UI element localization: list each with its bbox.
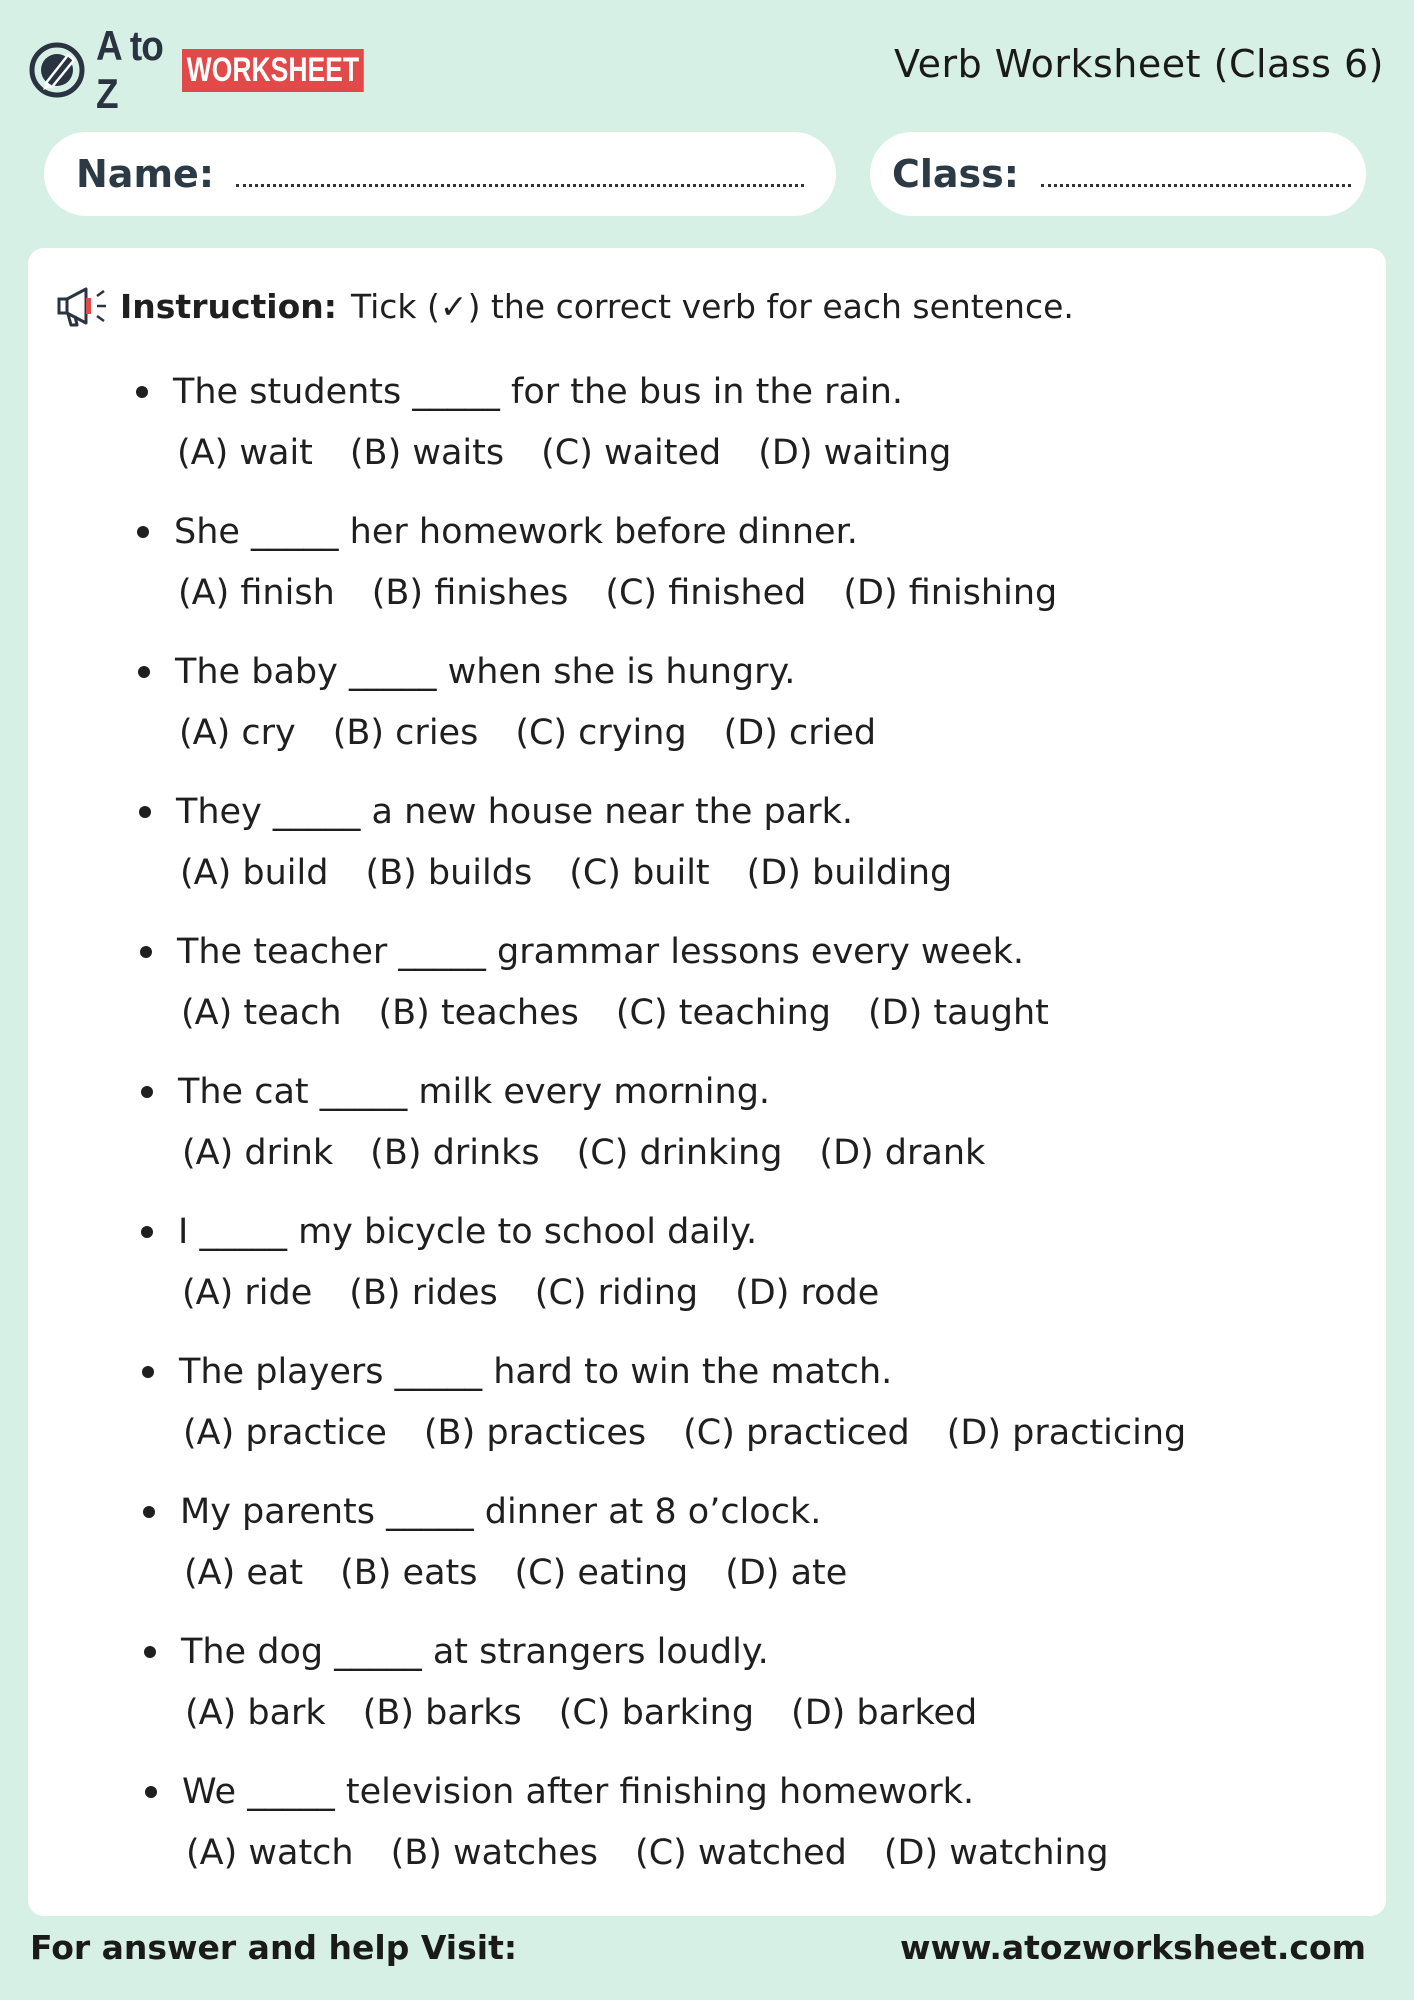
- question-text: She _____ her homework before dinner.: [174, 512, 858, 552]
- answer-option[interactable]: (B) teaches: [378, 993, 579, 1033]
- question-item: [138, 648, 1338, 757]
- instruction-text-pre: Tick (: [350, 286, 440, 326]
- answer-option[interactable]: (C) practiced: [683, 1413, 910, 1453]
- question-sentence: [140, 928, 1340, 976]
- answer-option[interactable]: (B) watches: [390, 1833, 599, 1873]
- question-sentence: [143, 1488, 1343, 1536]
- logo-text: A to Z: [96, 22, 163, 117]
- question-sentence: [139, 788, 1339, 836]
- answer-option[interactable]: (A) watch: [186, 1833, 354, 1873]
- worksheet-title: Verb Worksheet (Class 6): [894, 42, 1384, 86]
- question-sentence: [145, 1768, 1345, 1816]
- answer-option[interactable]: (A) wait: [177, 433, 313, 473]
- question-item: [139, 788, 1339, 897]
- bullet-icon: [138, 666, 150, 678]
- answer-option[interactable]: (D) building: [746, 853, 953, 893]
- site-logo: [28, 22, 415, 117]
- instruction-text-post: ) the correct verb for each sentence.: [467, 286, 1074, 326]
- answer-option[interactable]: (B) builds: [365, 853, 533, 893]
- instruction: [56, 284, 1074, 328]
- answer-option[interactable]: (B) waits: [349, 433, 505, 473]
- question-text: They _____ a new house near the park.: [176, 792, 853, 832]
- class-label: Class:: [892, 152, 1019, 196]
- answer-option[interactable]: (A) finish: [178, 573, 335, 613]
- answer-options: [144, 1689, 1344, 1737]
- question-sentence: [142, 1348, 1342, 1396]
- name-dotted-line[interactable]: [236, 184, 804, 187]
- bullet-icon: [143, 1506, 155, 1518]
- answer-option[interactable]: (C) crying: [515, 713, 687, 753]
- answer-options: [140, 989, 1340, 1037]
- answer-option[interactable]: (B) barks: [362, 1693, 522, 1733]
- class-dotted-line[interactable]: [1041, 184, 1351, 187]
- question-item: [141, 1068, 1341, 1177]
- question-sentence: [136, 368, 1336, 416]
- answer-option[interactable]: (D) rode: [735, 1273, 880, 1313]
- answer-option[interactable]: (A) build: [180, 853, 329, 893]
- question-item: [145, 1768, 1345, 1877]
- class-field[interactable]: [870, 132, 1366, 216]
- answer-options: [138, 709, 1338, 757]
- answer-options: [137, 569, 1337, 617]
- answer-option[interactable]: (D) cried: [723, 713, 877, 753]
- question-text: My parents _____ dinner at 8 o’clock.: [180, 1492, 822, 1532]
- answer-option[interactable]: (C) built: [569, 853, 710, 893]
- answer-option[interactable]: (A) practice: [183, 1413, 387, 1453]
- bullet-icon: [137, 526, 149, 538]
- question-item: [143, 1488, 1343, 1597]
- answer-option[interactable]: (C) drinking: [576, 1133, 783, 1173]
- name-field[interactable]: [44, 132, 836, 216]
- answer-option[interactable]: (A) bark: [185, 1693, 326, 1733]
- question-item: [141, 1208, 1341, 1317]
- answer-option[interactable]: (B) finishes: [371, 573, 569, 613]
- bullet-icon: [144, 1646, 156, 1658]
- answer-option[interactable]: (B) eats: [340, 1553, 478, 1593]
- worksheet-card: [28, 248, 1386, 1916]
- answer-options: [143, 1549, 1343, 1597]
- answer-options: [145, 1829, 1345, 1877]
- answer-option[interactable]: (C) teaching: [615, 993, 832, 1033]
- answer-option[interactable]: (C) waited: [541, 433, 722, 473]
- answer-options: [139, 849, 1339, 897]
- bullet-icon: [139, 806, 151, 818]
- answer-option[interactable]: (D) waiting: [758, 433, 952, 473]
- megaphone-icon: [56, 284, 110, 328]
- footer-website-link[interactable]: www.atozworksheet.com: [899, 1928, 1366, 1967]
- checkmark-icon: ✓: [439, 286, 468, 326]
- answer-option[interactable]: (B) cries: [332, 713, 479, 753]
- answer-option[interactable]: (D) barked: [791, 1693, 978, 1733]
- answer-options: [141, 1129, 1341, 1177]
- question-sentence: [137, 508, 1337, 556]
- answer-option[interactable]: (D) drank: [819, 1133, 986, 1173]
- answer-option[interactable]: (A) teach: [181, 993, 342, 1033]
- footer-help-text: For answer and help Visit:: [30, 1928, 518, 1967]
- bullet-icon: [136, 386, 148, 398]
- answer-option[interactable]: (D) taught: [868, 993, 1049, 1033]
- question-text: The students _____ for the bus in the rain.: [173, 372, 904, 412]
- answer-option[interactable]: (A) cry: [179, 713, 296, 753]
- question-sentence: [138, 648, 1338, 696]
- question-sentence: [141, 1068, 1341, 1116]
- bullet-icon: [142, 1366, 154, 1378]
- bullet-icon: [141, 1226, 153, 1238]
- answer-options: [136, 429, 1336, 477]
- answer-option[interactable]: (B) rides: [349, 1273, 498, 1313]
- answer-option[interactable]: (C) watched: [635, 1833, 847, 1873]
- question-item: [136, 368, 1336, 477]
- answer-option[interactable]: (C) riding: [534, 1273, 699, 1313]
- question-text: The players _____ hard to win the match.: [179, 1352, 893, 1392]
- question-item: [137, 508, 1337, 617]
- question-text: We _____ television after finishing homework.: [182, 1772, 975, 1812]
- answer-option[interactable]: (B) drinks: [370, 1133, 540, 1173]
- answer-option[interactable]: (A) eat: [184, 1553, 304, 1593]
- answer-option[interactable]: (D) practicing: [946, 1413, 1187, 1453]
- pencil-logo-icon: [28, 41, 86, 99]
- answer-options: [141, 1269, 1341, 1317]
- question-text: The cat _____ milk every morning.: [178, 1072, 771, 1112]
- question-item: [140, 928, 1340, 1037]
- answer-option[interactable]: (A) ride: [182, 1273, 313, 1313]
- question-text: I _____ my bicycle to school daily.: [178, 1212, 758, 1252]
- question-text: The dog _____ at strangers loudly.: [181, 1632, 769, 1672]
- answer-option[interactable]: (C) finished: [605, 573, 807, 613]
- instruction-label: Instruction:: [120, 286, 337, 326]
- answer-option[interactable]: (A) drink: [182, 1133, 334, 1173]
- bullet-icon: [140, 946, 152, 958]
- answer-option[interactable]: (D) watching: [883, 1833, 1109, 1873]
- question-item: [142, 1348, 1342, 1457]
- answer-option[interactable]: (B) practices: [423, 1413, 647, 1453]
- question-sentence: [144, 1628, 1344, 1676]
- question-text: The baby _____ when she is hungry.: [175, 652, 796, 692]
- answer-options: [142, 1409, 1342, 1457]
- question-text: The teacher _____ grammar lessons every week.: [177, 932, 1025, 972]
- name-label: Name:: [76, 152, 215, 196]
- answer-option[interactable]: (C) barking: [558, 1693, 755, 1733]
- bullet-icon: [145, 1786, 157, 1798]
- answer-option[interactable]: (D) ate: [725, 1553, 848, 1593]
- bullet-icon: [141, 1086, 153, 1098]
- logo-badge: WORKSHEET: [182, 49, 364, 92]
- answer-option[interactable]: (D) finishing: [843, 573, 1058, 613]
- question-item: [144, 1628, 1344, 1737]
- answer-option[interactable]: (C) eating: [514, 1553, 689, 1593]
- question-sentence: [141, 1208, 1341, 1256]
